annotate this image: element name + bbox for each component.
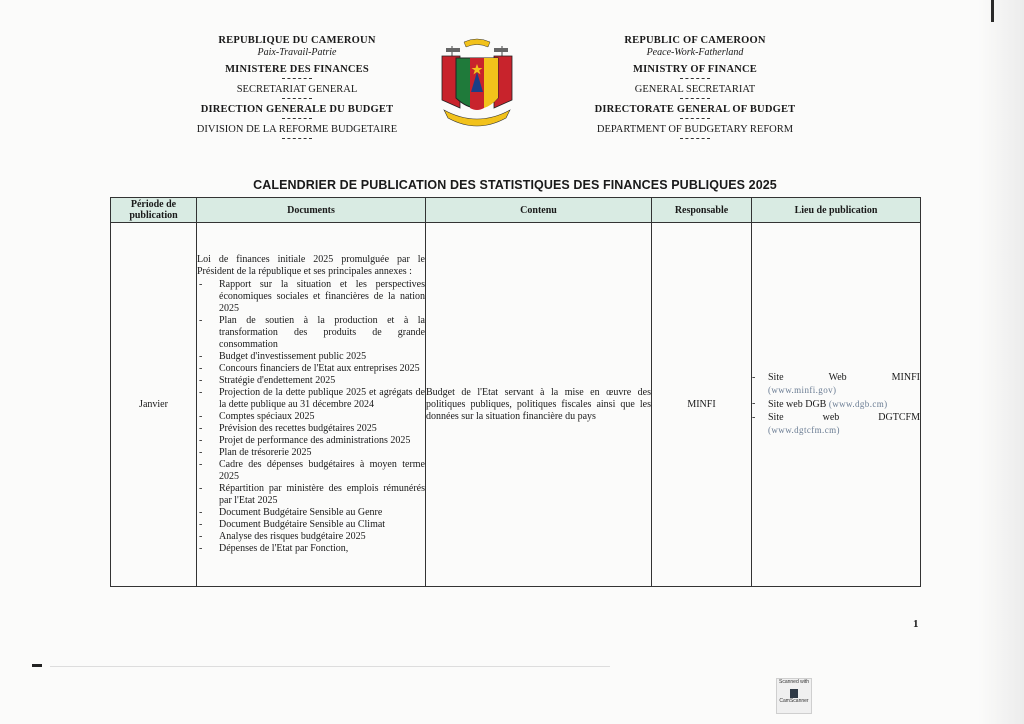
camscanner-logo-icon <box>790 689 798 698</box>
cell-documents <box>197 223 426 587</box>
list-item: - Plan de soutien à la production et à la transformation des produits de grande consommation <box>197 315 425 351</box>
list-item: - Document Budgétaire Sensible au Genre <box>197 507 425 519</box>
header-en-separator <box>680 138 710 139</box>
list-item: - Document Budgétaire Sensible au Climat <box>197 519 425 531</box>
column-header-content: Contenu <box>426 198 652 223</box>
header-french <box>162 34 432 143</box>
header-en-department: DEPARTMENT OF BUDGETARY REFORM <box>596 124 794 135</box>
column-header-documents: Documents <box>197 198 426 223</box>
page-edge-shadow <box>978 0 1024 724</box>
list-item: - Analyse des risques budgétaire 2025 <box>197 531 425 543</box>
column-header-period: Période de publication <box>111 198 197 223</box>
header-en-country: REPUBLIC OF CAMEROON <box>624 35 766 46</box>
scan-rule <box>50 666 610 667</box>
documents-intro: Loi de finances initiale 2025 promulguée par le Président de la république et ses principales annexes : <box>197 254 425 277</box>
header-fr-directorate: DIRECTION GENERALE DU BUDGET <box>200 104 394 115</box>
header-en-motto: Peace-Work-Fatherland <box>646 47 744 58</box>
table-header-row <box>111 198 921 223</box>
documents-list <box>197 279 425 555</box>
list-item: - Projet de performance des administrations 2025 <box>197 435 425 447</box>
site-dgtcfm-label-3: DGTCFM <box>878 411 920 423</box>
header-fr-motto: Paix-Travail-Patrie <box>257 47 337 58</box>
camscanner-caption: Scanned with <box>778 679 810 685</box>
page-edge-mark <box>991 0 994 22</box>
cell-content: Budget de l'Etat servant à la mise en œuvre des politiques publiques, politiques fiscales ainsi que les données sur la situation financière du pays <box>426 223 652 587</box>
header-en-directorate: DIRECTORATE GENERAL OF BUDGET <box>594 104 796 115</box>
site-dgb-link[interactable]: (www.dgb.cm) <box>828 398 888 409</box>
site-dgtcfm <box>752 412 920 437</box>
header-fr-country: REPUBLIQUE DU CAMEROUN <box>218 35 376 46</box>
page-number: 1 <box>913 618 919 630</box>
camscanner-name: CamScanner <box>779 698 809 704</box>
header-fr-separator <box>282 118 312 119</box>
header-fr-division: DIVISION DE LA REFORME BUDGETAIRE <box>196 124 398 135</box>
site-minfi-link[interactable]: (www.minfi.gov) <box>768 384 837 395</box>
header-fr-separator <box>282 138 312 139</box>
header-en-separator <box>680 118 710 119</box>
camscanner-watermark <box>776 678 812 714</box>
site-dgb-label: Site web DGB <box>768 398 827 410</box>
publication-calendar-table <box>110 197 921 587</box>
header-fr-separator <box>282 78 312 79</box>
list-item: - Stratégie d'endettement 2025 <box>197 375 425 387</box>
header-fr-separator <box>282 98 312 99</box>
site-minfi-label-3: MINFI <box>891 371 920 383</box>
header-english <box>560 34 830 143</box>
column-header-location: Lieu de publication <box>752 198 921 223</box>
site-minfi-label-1: - Site <box>768 371 784 383</box>
site-dgtcfm-label-1: - Site <box>768 411 784 423</box>
table-row <box>111 223 921 587</box>
list-item: - Plan de trésorerie 2025 <box>197 447 425 459</box>
site-minfi <box>752 372 920 397</box>
document-title: CALENDRIER DE PUBLICATION DES STATISTIQUES DES FINANCES PUBLIQUES 2025 <box>253 178 777 192</box>
coat-of-arms-icon <box>438 36 516 132</box>
site-dgtcfm-label-2: web <box>822 411 840 423</box>
header-en-secretariat: GENERAL SECRETARIAT <box>634 84 756 95</box>
list-item: - Budget d'investissement public 2025 <box>197 351 425 363</box>
header-en-ministry: MINISTRY OF FINANCE <box>633 64 757 75</box>
header-en-separator <box>680 98 710 99</box>
header-en-separator <box>680 78 710 79</box>
list-item: - Prévision des recettes budgétaires 2025 <box>197 423 425 435</box>
list-item: - Comptes spéciaux 2025 <box>197 411 425 423</box>
list-item: - Concours financiers de l'Etat aux entreprises 2025 <box>197 363 425 375</box>
header-fr-secretariat: SECRETARIAT GENERAL <box>236 84 358 95</box>
scan-mark <box>32 664 42 667</box>
list-item: - Répartition par ministère des emplois rémunérés par l'Etat 2025 <box>197 483 425 507</box>
column-header-responsible: Responsable <box>652 198 752 223</box>
list-item: - Cadre des dépenses budgétaires à moyen terme 2025 <box>197 459 425 483</box>
header-fr-ministry: MINISTERE DES FINANCES <box>225 64 369 75</box>
list-item: - Projection de la dette publique 2025 et agrégats de la dette publique au 31 décembre 2024 <box>197 387 425 411</box>
site-minfi-label-2: Web <box>828 371 847 383</box>
cell-publication-location <box>752 223 921 587</box>
cell-period: Janvier <box>111 223 197 587</box>
list-item: - Rapport sur la situation et les perspectives économiques sociales et financières de la nation 2025 <box>197 279 425 315</box>
list-item: - Dépenses de l'Etat par Fonction, <box>197 543 425 555</box>
site-dgb <box>752 398 920 411</box>
site-dgtcfm-link[interactable]: (www.dgtcfm.cm) <box>768 424 840 435</box>
cell-responsible: MINFI <box>652 223 752 587</box>
